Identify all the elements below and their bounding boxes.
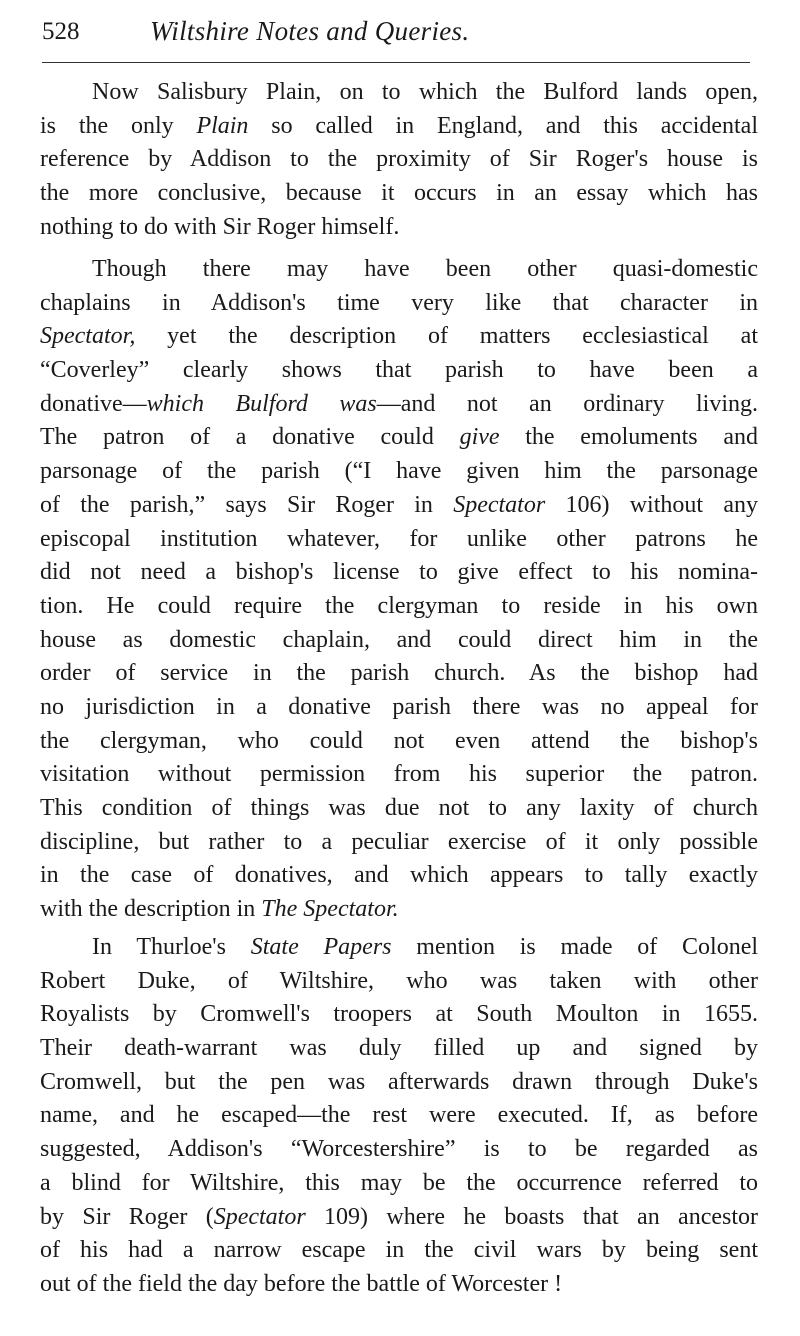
text-line (40, 893, 758, 927)
text-segment: mention is made of Colonel (391, 934, 759, 960)
text-segment: the more conclusive, because it occurs in an essay which has (40, 180, 758, 207)
text-line (40, 354, 758, 388)
text-line (40, 1234, 758, 1268)
text-line (40, 657, 758, 691)
text-segment: Royalists by Cromwell's troopers at South Moulton in 1655. (40, 1001, 758, 1028)
text-line (40, 792, 758, 826)
text-line (40, 388, 758, 422)
text-segment: episcopal institution whatever, for unlike other patrons he (40, 525, 758, 552)
page-number: 528 (42, 18, 80, 45)
italic-text: The Spectator. (261, 896, 399, 923)
text-line (40, 725, 758, 759)
text-line (40, 76, 758, 110)
text-line (40, 758, 758, 792)
text-segment: of his had a narrow escape in the civil wars by being sent (40, 1237, 758, 1264)
italic-text: Spectator (213, 1203, 306, 1230)
text-segment: in the case of donatives, and which appears to tally exactly (40, 862, 758, 889)
text-line (40, 691, 758, 725)
text-segment: discipline, but rather to a peculiar exercise of it only possible (40, 828, 758, 855)
text-line (40, 826, 758, 860)
text-line (40, 455, 758, 489)
text-segment: house as domestic chaplain, and could direct him in the (40, 626, 758, 653)
text-segment: “Coverley” clearly shows that parish to have been a (40, 357, 758, 384)
text-line (40, 320, 758, 354)
text-line (40, 253, 758, 287)
text-line (40, 1167, 758, 1201)
italic-text: State Papers (250, 934, 392, 960)
text-segment: yet the description of matters ecclesiastical at (135, 323, 758, 350)
text-segment: nothing to do with Sir Roger himself. (40, 213, 400, 240)
text-line (40, 523, 758, 557)
text-line (40, 998, 758, 1032)
italic-text: give (459, 424, 500, 451)
text-line (40, 1133, 758, 1167)
text-segment: Their death-warrant was duly filled up and signed by (40, 1035, 758, 1062)
text-segment: donative— (40, 390, 147, 417)
text-segment: reference by Addison to the proximity of Sir Roger's house is (40, 146, 758, 173)
text-segment: by Sir Roger ( (40, 1203, 214, 1230)
text-segment: Cromwell, but the pen was afterwards drawn through Duke's (40, 1068, 758, 1095)
text-segment: 106) without any (545, 491, 758, 518)
text-segment: name, and he escaped—the rest were executed. If, as before (40, 1102, 758, 1129)
text-segment: parsonage of the parish (“I have given him the parsonage (40, 458, 758, 485)
text-segment: suggested, Addison's “Worcestershire” is to be regarded as (40, 1136, 758, 1163)
text-segment: Now Salisbury Plain, on to which the Bulford lands open, (92, 79, 758, 105)
italic-text: Spectator, (40, 323, 136, 350)
text-line (40, 421, 758, 455)
text-line (40, 287, 758, 321)
text-line (40, 859, 758, 893)
text-line (40, 177, 758, 211)
text-segment: Robert Duke, of Wiltshire, who was taken with other (40, 967, 758, 994)
text-line (40, 965, 758, 999)
italic-text: Plain (196, 112, 249, 139)
italic-text: Spectator (453, 491, 546, 518)
text-segment: In Thurloe's (92, 934, 251, 960)
text-segment: with the description in (40, 896, 262, 923)
paragraph-3 (40, 931, 758, 1302)
header-rule (42, 62, 750, 63)
text-line (40, 1268, 758, 1302)
text-segment: chaplains in Addison's time very like that character in (40, 289, 758, 316)
italic-text: which Bulford was (146, 390, 377, 417)
text-segment: so called in England, and this accidental (248, 112, 758, 139)
text-line (40, 489, 758, 523)
text-segment: of the parish,” says Sir Roger in (40, 491, 454, 518)
text-segment: order of service in the parish church. As the bishop had (40, 660, 758, 687)
text-segment: 109) where he boasts that an ancestor (305, 1203, 758, 1230)
text-line (40, 110, 758, 144)
text-line (40, 590, 758, 624)
text-segment: is the only (40, 112, 197, 139)
text-segment: a blind for Wiltshire, this may be the occurrence referred to (40, 1169, 758, 1196)
text-line (40, 1032, 758, 1066)
text-segment: the clergyman, who could not even attend the bishop's (40, 727, 758, 754)
text-segment: —and not an ordinary living. (376, 390, 758, 417)
text-line (40, 556, 758, 590)
text-segment: the emoluments and (499, 424, 758, 451)
text-segment: visitation without permission from his superior the patron. (40, 761, 758, 788)
text-segment: out of the field the day before the battle of Worcester ! (40, 1270, 563, 1297)
paragraph-1 (40, 76, 758, 244)
text-segment: The patron of a donative could (40, 424, 460, 451)
text-line (40, 1099, 758, 1133)
text-line (40, 1201, 758, 1235)
running-title: Wiltshire Notes and Queries. (150, 16, 470, 46)
text-segment: tion. He could require the clergyman to reside in his own (40, 592, 758, 619)
text-line (40, 211, 758, 245)
text-segment: did not need a bishop's license to give effect to his nomina- (40, 559, 758, 586)
paragraph-2 (40, 253, 758, 927)
text-segment: no jurisdiction in a donative parish there was no appeal for (40, 693, 758, 720)
text-line (40, 143, 758, 177)
text-segment: This condition of things was due not to any laxity of church (40, 795, 758, 821)
text-line (40, 1066, 758, 1100)
text-line (40, 931, 758, 965)
text-segment: Though there may have been other quasi-domestic (92, 256, 758, 282)
text-line (40, 624, 758, 658)
